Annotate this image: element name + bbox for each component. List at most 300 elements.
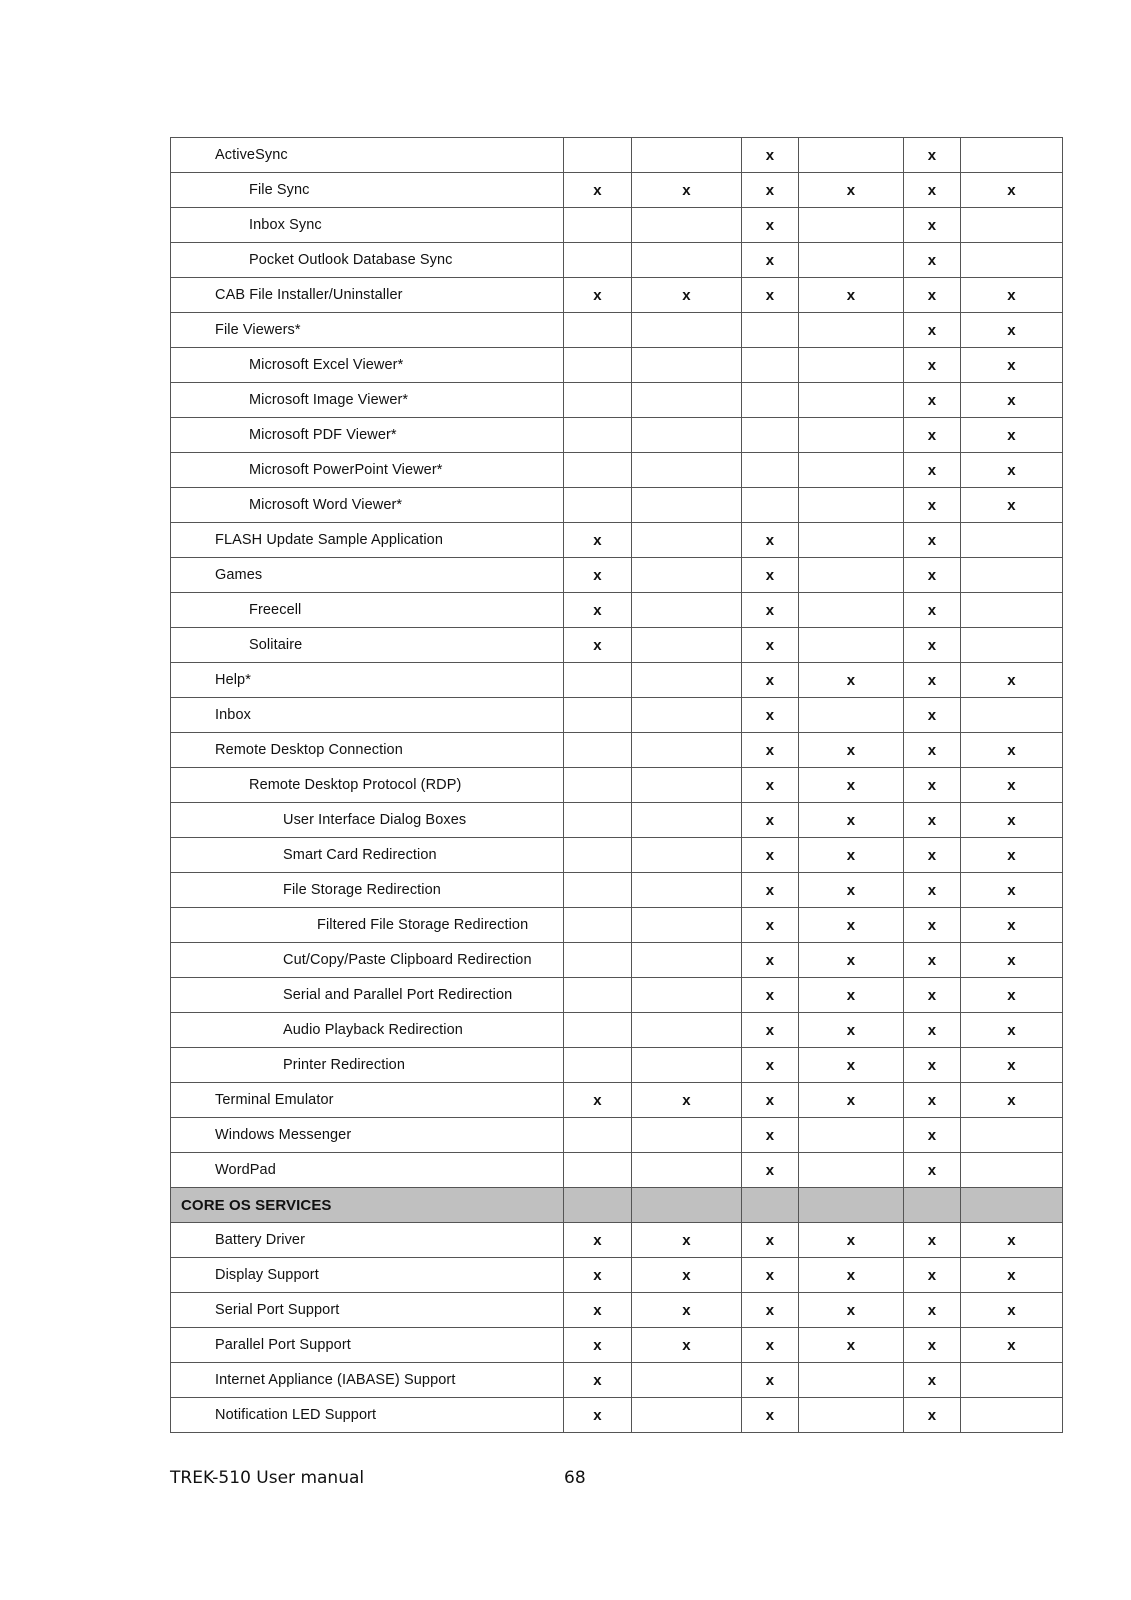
- support-mark: [632, 1013, 742, 1048]
- support-mark: x: [742, 1398, 799, 1433]
- table-row: [171, 943, 1063, 978]
- support-mark: x: [799, 1048, 904, 1083]
- table-row: [171, 243, 1063, 278]
- support-mark: x: [904, 908, 961, 943]
- support-mark: x: [742, 733, 799, 768]
- table-row: [171, 348, 1063, 383]
- support-mark: [799, 1363, 904, 1398]
- support-mark: [564, 873, 632, 908]
- support-mark: [632, 1153, 742, 1188]
- support-mark: x: [904, 383, 961, 418]
- support-mark: x: [961, 978, 1063, 1013]
- support-mark: x: [961, 1223, 1063, 1258]
- support-mark: [564, 1118, 632, 1153]
- support-mark: [564, 908, 632, 943]
- support-mark: [564, 698, 632, 733]
- table-row: [171, 1258, 1063, 1293]
- feature-name: Solitaire: [171, 628, 564, 663]
- support-mark: x: [564, 1398, 632, 1433]
- support-mark: x: [742, 873, 799, 908]
- support-mark: x: [961, 488, 1063, 523]
- support-mark: x: [904, 278, 961, 313]
- feature-name: Inbox Sync: [171, 208, 564, 243]
- support-mark: [564, 348, 632, 383]
- support-mark: [961, 1118, 1063, 1153]
- support-mark: [564, 488, 632, 523]
- table-row: [171, 1153, 1063, 1188]
- feature-name: Audio Playback Redirection: [171, 1013, 564, 1048]
- support-mark: x: [564, 1293, 632, 1328]
- support-mark: x: [742, 593, 799, 628]
- support-mark: x: [564, 278, 632, 313]
- support-mark: x: [742, 628, 799, 663]
- support-mark: [799, 313, 904, 348]
- support-mark: x: [904, 593, 961, 628]
- feature-name: Display Support: [171, 1258, 564, 1293]
- support-mark: x: [742, 1258, 799, 1293]
- support-mark: [632, 908, 742, 943]
- support-mark: [799, 418, 904, 453]
- support-mark: [632, 873, 742, 908]
- support-mark: [632, 418, 742, 453]
- table-row: [171, 1398, 1063, 1433]
- support-mark: [742, 488, 799, 523]
- support-mark: [632, 663, 742, 698]
- feature-name: WordPad: [171, 1153, 564, 1188]
- feature-name: Printer Redirection: [171, 1048, 564, 1083]
- support-mark: x: [961, 768, 1063, 803]
- support-mark: x: [961, 278, 1063, 313]
- table-row: [171, 523, 1063, 558]
- feature-name: ActiveSync: [171, 138, 564, 173]
- support-mark: x: [961, 1013, 1063, 1048]
- support-mark: [799, 628, 904, 663]
- table-row: [171, 663, 1063, 698]
- feature-name: Serial and Parallel Port Redirection: [171, 978, 564, 1013]
- support-mark: [564, 383, 632, 418]
- support-mark: [632, 803, 742, 838]
- support-mark: x: [742, 558, 799, 593]
- support-mark: x: [742, 1153, 799, 1188]
- support-mark: [799, 1188, 904, 1223]
- support-mark: x: [961, 1328, 1063, 1363]
- support-mark: x: [904, 1118, 961, 1153]
- support-mark: x: [742, 1048, 799, 1083]
- support-mark: x: [799, 278, 904, 313]
- support-mark: x: [742, 978, 799, 1013]
- support-mark: [961, 243, 1063, 278]
- support-mark: x: [742, 1223, 799, 1258]
- support-mark: [564, 208, 632, 243]
- feature-name: Notification LED Support: [171, 1398, 564, 1433]
- support-mark: [904, 1188, 961, 1223]
- support-mark: x: [961, 1048, 1063, 1083]
- support-mark: x: [742, 523, 799, 558]
- support-mark: [632, 1363, 742, 1398]
- support-mark: x: [904, 663, 961, 698]
- feature-name: Serial Port Support: [171, 1293, 564, 1328]
- support-mark: x: [799, 943, 904, 978]
- table-row: [171, 488, 1063, 523]
- support-mark: x: [904, 488, 961, 523]
- support-mark: [632, 593, 742, 628]
- support-mark: x: [799, 663, 904, 698]
- table-row: [171, 803, 1063, 838]
- support-mark: [632, 1188, 742, 1223]
- support-mark: [632, 978, 742, 1013]
- support-mark: x: [742, 1118, 799, 1153]
- support-mark: x: [904, 138, 961, 173]
- table-row: [171, 208, 1063, 243]
- support-mark: x: [904, 1293, 961, 1328]
- feature-name: Terminal Emulator: [171, 1083, 564, 1118]
- support-mark: [564, 803, 632, 838]
- support-mark: [632, 313, 742, 348]
- feature-name: Help*: [171, 663, 564, 698]
- support-mark: [799, 593, 904, 628]
- support-mark: x: [799, 908, 904, 943]
- table-row: [171, 1083, 1063, 1118]
- feature-name: Smart Card Redirection: [171, 838, 564, 873]
- feature-name: Windows Messenger: [171, 1118, 564, 1153]
- support-mark: [961, 208, 1063, 243]
- support-mark: [564, 768, 632, 803]
- feature-name: Internet Appliance (IABASE) Support: [171, 1363, 564, 1398]
- feature-name: Parallel Port Support: [171, 1328, 564, 1363]
- support-mark: x: [961, 348, 1063, 383]
- support-mark: x: [632, 173, 742, 208]
- support-mark: x: [904, 1363, 961, 1398]
- support-mark: [799, 558, 904, 593]
- support-mark: x: [799, 1223, 904, 1258]
- support-mark: x: [742, 173, 799, 208]
- support-mark: x: [632, 1328, 742, 1363]
- footer-title: TREK-510 User manual: [170, 1468, 365, 1488]
- table-row: [171, 1223, 1063, 1258]
- support-mark: [564, 978, 632, 1013]
- support-mark: x: [742, 1293, 799, 1328]
- support-mark: [799, 488, 904, 523]
- support-mark: [632, 838, 742, 873]
- support-mark: [742, 418, 799, 453]
- support-mark: x: [904, 1398, 961, 1433]
- support-mark: [799, 383, 904, 418]
- feature-name: Battery Driver: [171, 1223, 564, 1258]
- feature-name: File Sync: [171, 173, 564, 208]
- support-mark: [742, 348, 799, 383]
- support-mark: x: [904, 943, 961, 978]
- support-mark: [961, 1363, 1063, 1398]
- support-mark: x: [904, 453, 961, 488]
- support-mark: [632, 1048, 742, 1083]
- support-mark: x: [564, 1083, 632, 1118]
- support-mark: [961, 1188, 1063, 1223]
- support-mark: x: [742, 1328, 799, 1363]
- table-row: [171, 1328, 1063, 1363]
- support-mark: x: [632, 1083, 742, 1118]
- support-mark: x: [564, 1328, 632, 1363]
- page-number: 68: [564, 1468, 586, 1488]
- support-mark: x: [564, 1258, 632, 1293]
- table-row: [171, 558, 1063, 593]
- support-mark: x: [904, 628, 961, 663]
- support-mark: [564, 838, 632, 873]
- support-mark: x: [799, 873, 904, 908]
- feature-name: Microsoft Word Viewer*: [171, 488, 564, 523]
- support-mark: [961, 558, 1063, 593]
- support-mark: x: [799, 1293, 904, 1328]
- table-row: [171, 908, 1063, 943]
- support-mark: [742, 453, 799, 488]
- support-mark: x: [742, 208, 799, 243]
- support-mark: x: [961, 1258, 1063, 1293]
- support-mark: x: [742, 803, 799, 838]
- support-mark: x: [904, 243, 961, 278]
- support-mark: [564, 1048, 632, 1083]
- support-mark: [632, 943, 742, 978]
- support-mark: x: [904, 803, 961, 838]
- feature-name: Remote Desktop Protocol (RDP): [171, 768, 564, 803]
- table-row: [171, 1013, 1063, 1048]
- support-mark: x: [904, 978, 961, 1013]
- support-mark: [961, 698, 1063, 733]
- support-mark: x: [799, 1328, 904, 1363]
- support-mark: [564, 453, 632, 488]
- support-mark: x: [961, 733, 1063, 768]
- table-row: [171, 1048, 1063, 1083]
- table-row: [171, 418, 1063, 453]
- section-header-row: [171, 1188, 1063, 1223]
- feature-name: Microsoft Excel Viewer*: [171, 348, 564, 383]
- table-row: [171, 978, 1063, 1013]
- support-mark: [799, 453, 904, 488]
- support-mark: x: [904, 1013, 961, 1048]
- support-mark: x: [799, 173, 904, 208]
- support-mark: x: [742, 768, 799, 803]
- support-mark: x: [632, 1293, 742, 1328]
- support-mark: x: [904, 873, 961, 908]
- support-mark: x: [904, 558, 961, 593]
- support-mark: [742, 1188, 799, 1223]
- support-mark: [799, 1398, 904, 1433]
- support-mark: x: [742, 663, 799, 698]
- support-mark: x: [742, 838, 799, 873]
- feature-name: Cut/Copy/Paste Clipboard Redirection: [171, 943, 564, 978]
- table-row: [171, 733, 1063, 768]
- support-mark: x: [742, 943, 799, 978]
- support-mark: x: [961, 383, 1063, 418]
- support-mark: [632, 488, 742, 523]
- support-mark: x: [961, 313, 1063, 348]
- support-mark: [632, 698, 742, 733]
- feature-name: Microsoft PowerPoint Viewer*: [171, 453, 564, 488]
- support-mark: [742, 383, 799, 418]
- support-mark: [564, 733, 632, 768]
- support-mark: x: [961, 838, 1063, 873]
- support-mark: x: [904, 418, 961, 453]
- table-row: [171, 1293, 1063, 1328]
- support-mark: x: [904, 768, 961, 803]
- support-mark: [564, 1013, 632, 1048]
- support-mark: x: [904, 313, 961, 348]
- support-mark: x: [904, 348, 961, 383]
- feature-name: FLASH Update Sample Application: [171, 523, 564, 558]
- support-mark: x: [799, 1083, 904, 1118]
- support-mark: [564, 138, 632, 173]
- table-row: [171, 1363, 1063, 1398]
- table-row: [171, 383, 1063, 418]
- support-mark: x: [904, 1153, 961, 1188]
- support-mark: x: [904, 1258, 961, 1293]
- support-mark: x: [632, 1223, 742, 1258]
- support-mark: [564, 943, 632, 978]
- support-mark: x: [564, 1223, 632, 1258]
- support-mark: [632, 733, 742, 768]
- support-mark: [632, 558, 742, 593]
- support-mark: [799, 138, 904, 173]
- support-mark: x: [904, 173, 961, 208]
- table-row: [171, 1118, 1063, 1153]
- support-mark: x: [961, 1083, 1063, 1118]
- support-mark: [742, 313, 799, 348]
- support-mark: [632, 628, 742, 663]
- support-mark: x: [564, 1363, 632, 1398]
- table-row: [171, 138, 1063, 173]
- support-mark: x: [961, 663, 1063, 698]
- support-mark: [961, 628, 1063, 663]
- support-mark: x: [904, 838, 961, 873]
- table-row: [171, 593, 1063, 628]
- support-mark: [961, 138, 1063, 173]
- support-mark: x: [961, 803, 1063, 838]
- support-mark: x: [742, 243, 799, 278]
- feature-name: Microsoft PDF Viewer*: [171, 418, 564, 453]
- table-row: [171, 698, 1063, 733]
- support-mark: x: [742, 1363, 799, 1398]
- feature-name: File Storage Redirection: [171, 873, 564, 908]
- support-mark: [961, 593, 1063, 628]
- feature-name: Games: [171, 558, 564, 593]
- support-mark: x: [961, 453, 1063, 488]
- table-row: [171, 173, 1063, 208]
- support-mark: [799, 1153, 904, 1188]
- support-mark: [632, 348, 742, 383]
- support-mark: [564, 313, 632, 348]
- support-mark: [632, 523, 742, 558]
- support-mark: [564, 663, 632, 698]
- support-mark: x: [799, 803, 904, 838]
- support-mark: x: [742, 138, 799, 173]
- feature-table: [170, 137, 1063, 1433]
- support-mark: [632, 768, 742, 803]
- feature-name: Freecell: [171, 593, 564, 628]
- support-mark: x: [961, 908, 1063, 943]
- support-mark: [799, 698, 904, 733]
- support-mark: [961, 1398, 1063, 1433]
- support-mark: x: [961, 943, 1063, 978]
- support-mark: [632, 453, 742, 488]
- support-mark: x: [799, 733, 904, 768]
- section-title: CORE OS SERVICES: [171, 1188, 564, 1223]
- support-mark: x: [904, 733, 961, 768]
- support-mark: x: [904, 208, 961, 243]
- table-row: [171, 628, 1063, 663]
- support-mark: x: [799, 768, 904, 803]
- table-row: [171, 453, 1063, 488]
- support-mark: [564, 418, 632, 453]
- support-mark: x: [564, 523, 632, 558]
- feature-name: File Viewers*: [171, 313, 564, 348]
- feature-name: Remote Desktop Connection: [171, 733, 564, 768]
- support-mark: x: [961, 873, 1063, 908]
- support-mark: [632, 383, 742, 418]
- support-mark: [632, 1398, 742, 1433]
- support-mark: [564, 1188, 632, 1223]
- support-mark: x: [904, 1328, 961, 1363]
- support-mark: x: [742, 278, 799, 313]
- support-mark: [799, 523, 904, 558]
- support-mark: [632, 243, 742, 278]
- feature-name: Microsoft Image Viewer*: [171, 383, 564, 418]
- support-mark: x: [742, 1013, 799, 1048]
- support-mark: x: [904, 1083, 961, 1118]
- support-mark: x: [904, 1048, 961, 1083]
- support-mark: [632, 208, 742, 243]
- support-mark: [564, 1153, 632, 1188]
- support-mark: x: [799, 1258, 904, 1293]
- support-mark: x: [799, 1013, 904, 1048]
- support-mark: x: [564, 173, 632, 208]
- table-body: [171, 138, 1063, 1433]
- support-mark: [632, 1118, 742, 1153]
- support-mark: x: [799, 838, 904, 873]
- support-mark: x: [742, 1083, 799, 1118]
- feature-name: User Interface Dialog Boxes: [171, 803, 564, 838]
- support-mark: x: [742, 908, 799, 943]
- support-mark: [961, 1153, 1063, 1188]
- feature-name: Pocket Outlook Database Sync: [171, 243, 564, 278]
- support-mark: x: [564, 628, 632, 663]
- feature-name: Inbox: [171, 698, 564, 733]
- support-mark: x: [564, 558, 632, 593]
- support-mark: x: [904, 698, 961, 733]
- table-row: [171, 838, 1063, 873]
- support-mark: x: [564, 593, 632, 628]
- feature-name: CAB File Installer/Uninstaller: [171, 278, 564, 313]
- feature-name: Filtered File Storage Redirection: [171, 908, 564, 943]
- support-mark: x: [961, 1293, 1063, 1328]
- support-mark: x: [904, 523, 961, 558]
- support-mark: x: [961, 173, 1063, 208]
- table-row: [171, 278, 1063, 313]
- table-row: [171, 768, 1063, 803]
- support-mark: x: [799, 978, 904, 1013]
- support-mark: x: [632, 1258, 742, 1293]
- support-mark: [799, 208, 904, 243]
- support-mark: [632, 138, 742, 173]
- support-mark: x: [961, 418, 1063, 453]
- support-mark: x: [904, 1223, 961, 1258]
- support-mark: [564, 243, 632, 278]
- table-row: [171, 313, 1063, 348]
- support-mark: x: [742, 698, 799, 733]
- support-mark: [961, 523, 1063, 558]
- table-row: [171, 873, 1063, 908]
- support-mark: [799, 243, 904, 278]
- support-mark: [799, 348, 904, 383]
- support-mark: x: [632, 278, 742, 313]
- support-mark: [799, 1118, 904, 1153]
